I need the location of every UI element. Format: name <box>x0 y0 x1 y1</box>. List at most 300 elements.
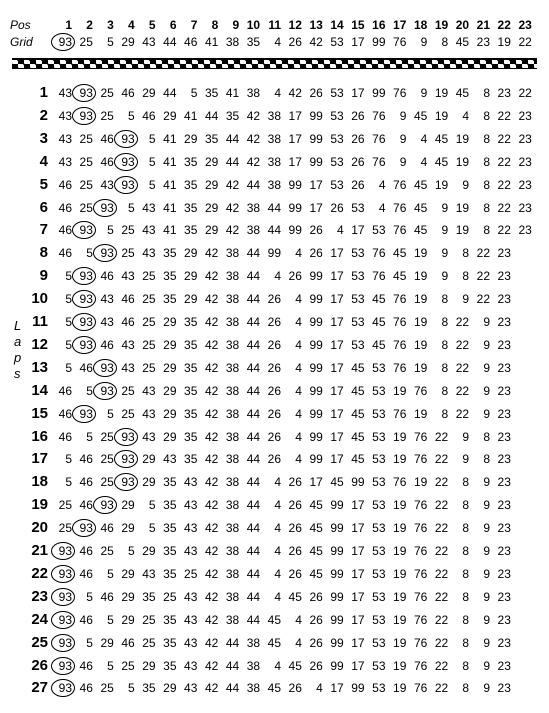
car-number: 45 <box>309 498 323 513</box>
car-number: 45 <box>413 108 428 123</box>
car-number: 9 <box>462 452 470 467</box>
car-number: 26 <box>267 383 281 398</box>
car-number: 29 <box>100 635 114 650</box>
car-number: 26 <box>288 544 302 558</box>
car-number: 22 <box>434 452 449 467</box>
position-number: 19 <box>434 18 449 32</box>
car-number: 26 <box>309 612 323 627</box>
car-number: 45 <box>267 681 281 696</box>
car-number: 8 <box>483 86 490 100</box>
car-number: 22 <box>434 589 449 604</box>
car-number: 53 <box>330 131 344 146</box>
car-number: 93 <box>71 109 93 123</box>
car-number: 42 <box>204 475 219 490</box>
car-number: 53 <box>330 86 344 100</box>
car-number: 93 <box>50 590 72 604</box>
car-number: 53 <box>372 658 386 673</box>
car-number: 4 <box>295 429 302 444</box>
laps-letter: s <box>14 366 21 381</box>
car-number: 99 <box>330 498 344 513</box>
car-number: 25 <box>142 360 156 375</box>
car-number: 19 <box>393 544 407 558</box>
car-number: 99 <box>309 429 323 444</box>
car-number: 38 <box>246 86 261 100</box>
car-number: 99 <box>309 269 323 284</box>
car-number: 25 <box>58 521 72 536</box>
car-number: 17 <box>351 544 365 558</box>
car-number: 76 <box>413 498 428 513</box>
position-number: 8 <box>211 18 219 32</box>
lap-number: 25 <box>31 633 48 651</box>
car-number: 44 <box>267 223 281 238</box>
car-number: 23 <box>497 246 511 261</box>
position-number: 1 <box>65 18 72 32</box>
car-number: 99 <box>309 315 323 329</box>
car-number: 45 <box>455 86 470 100</box>
car-number: 38 <box>225 521 240 536</box>
car-number: 42 <box>288 86 302 100</box>
car-number: 93 <box>113 155 135 169</box>
car-number: 42 <box>246 108 261 123</box>
car-number: 93 <box>50 544 72 558</box>
car-number: 17 <box>330 406 344 421</box>
car-number: 29 <box>163 406 177 421</box>
lap-number: 19 <box>31 496 48 514</box>
car-number: 23 <box>518 154 532 169</box>
car-number: 42 <box>204 269 219 284</box>
car-number: 26 <box>351 154 365 169</box>
car-number: 5 <box>148 131 156 146</box>
car-number: 99 <box>351 681 365 696</box>
car-number: 29 <box>121 612 135 627</box>
car-number: 76 <box>413 383 428 398</box>
car-number: 76 <box>393 315 407 329</box>
car-number: 35 <box>184 154 198 169</box>
car-number: 38 <box>225 566 240 581</box>
car-number: 42 <box>204 612 219 627</box>
car-number: 23 <box>497 269 511 284</box>
lap-number: 17 <box>31 450 48 468</box>
car-number: 45 <box>413 200 428 215</box>
car-number: 42 <box>225 200 240 215</box>
car-number: 99 <box>330 566 344 581</box>
car-number: 38 <box>225 452 240 467</box>
car-number: 38 <box>225 315 240 329</box>
car-number: 93 <box>71 86 93 100</box>
car-number: 17 <box>330 315 344 329</box>
car-number: 93 <box>92 498 114 512</box>
car-number: 43 <box>184 681 198 696</box>
car-number: 42 <box>204 383 219 398</box>
car-number: 22 <box>497 223 511 238</box>
grid-car-number: 43 <box>142 35 156 49</box>
car-number: 19 <box>434 177 449 192</box>
car-number: 76 <box>372 131 386 146</box>
car-number: 17 <box>330 360 344 375</box>
car-number: 38 <box>225 292 240 307</box>
car-number: 17 <box>351 566 365 581</box>
car-number: 43 <box>100 292 114 307</box>
car-number: 99 <box>309 108 323 123</box>
car-number: 38 <box>225 269 240 284</box>
car-number: 8 <box>462 681 470 696</box>
grid-car-number: 25 <box>79 35 93 49</box>
car-number: 45 <box>413 177 428 192</box>
car-number: 19 <box>455 154 470 169</box>
lap-number: 16 <box>31 427 48 445</box>
position-number: 12 <box>288 18 302 32</box>
car-number: 99 <box>309 337 323 352</box>
car-number: 23 <box>497 292 511 307</box>
car-number: 44 <box>246 360 261 375</box>
car-number: 22 <box>455 383 470 398</box>
car-number: 22 <box>434 681 449 696</box>
car-number: 99 <box>309 154 323 169</box>
car-number: 45 <box>434 131 449 146</box>
car-number: 4 <box>462 108 470 123</box>
car-number: 5 <box>65 315 72 329</box>
car-number: 29 <box>163 337 177 352</box>
car-number: 93 <box>71 338 93 352</box>
car-number: 9 <box>462 177 470 192</box>
car-number: 4 <box>274 86 281 100</box>
car-number: 25 <box>79 200 93 215</box>
car-number: 9 <box>483 521 490 536</box>
car-number: 53 <box>330 154 344 169</box>
car-number: 17 <box>330 452 344 467</box>
car-number: 8 <box>483 200 490 215</box>
car-number: 35 <box>142 589 156 604</box>
position-number: 13 <box>309 18 323 32</box>
position-number: 7 <box>190 18 198 32</box>
car-number: 9 <box>483 681 490 696</box>
car-number: 38 <box>225 406 240 421</box>
car-number: 4 <box>274 521 281 536</box>
car-number: 26 <box>309 658 323 673</box>
car-number: 4 <box>295 337 302 352</box>
car-number: 43 <box>184 658 198 673</box>
grid-car-number: 99 <box>372 35 386 49</box>
car-number: 19 <box>455 223 470 238</box>
car-number: 5 <box>86 635 93 650</box>
car-number: 38 <box>267 154 281 169</box>
car-number: 44 <box>246 337 261 352</box>
car-number: 17 <box>351 612 365 627</box>
car-number: 25 <box>142 315 156 329</box>
car-number: 42 <box>204 681 219 696</box>
car-number: 26 <box>288 521 302 536</box>
car-number: 4 <box>274 498 281 513</box>
car-number: 23 <box>518 108 532 123</box>
car-number: 8 <box>462 544 470 558</box>
car-number: 25 <box>79 154 93 169</box>
car-number: 43 <box>163 452 177 467</box>
car-number: 76 <box>393 360 407 375</box>
car-number: 53 <box>351 200 365 215</box>
car-number: 4 <box>316 681 323 696</box>
car-number: 26 <box>351 108 365 123</box>
lap-number: 9 <box>39 267 48 285</box>
car-number: 99 <box>372 86 386 100</box>
car-number: 23 <box>497 544 511 558</box>
car-number: 93 <box>113 475 135 489</box>
car-number: 19 <box>393 429 407 444</box>
car-number: 35 <box>163 521 177 536</box>
car-number: 46 <box>100 589 114 604</box>
car-number: 35 <box>184 177 198 192</box>
car-number: 5 <box>86 246 93 261</box>
car-number: 9 <box>483 360 490 375</box>
car-number: 99 <box>309 131 323 146</box>
car-number: 8 <box>462 589 470 604</box>
car-number: 19 <box>393 589 407 604</box>
car-number: 38 <box>225 337 240 352</box>
car-number: 25 <box>100 86 114 100</box>
position-number: 18 <box>413 18 428 32</box>
car-number: 45 <box>413 223 428 238</box>
car-number: 76 <box>413 544 428 558</box>
car-number: 17 <box>351 658 365 673</box>
car-number: 44 <box>246 246 261 261</box>
car-number: 45 <box>434 154 449 169</box>
car-number: 44 <box>246 566 261 581</box>
car-number: 44 <box>246 521 261 536</box>
car-number: 9 <box>483 383 490 398</box>
car-number: 45 <box>393 269 407 284</box>
car-number: 45 <box>309 566 323 581</box>
lap-number: 6 <box>39 198 48 216</box>
car-number: 35 <box>163 475 177 490</box>
car-number: 8 <box>462 246 470 261</box>
car-number: 42 <box>204 429 219 444</box>
car-number: 44 <box>246 475 261 490</box>
car-number: 76 <box>413 681 428 696</box>
car-number: 99 <box>288 200 302 215</box>
car-number: 99 <box>330 635 344 650</box>
car-number: 43 <box>142 406 156 421</box>
car-number: 76 <box>393 223 407 238</box>
position-number: 5 <box>148 18 156 32</box>
car-number: 76 <box>413 658 428 673</box>
car-number: 53 <box>351 337 365 352</box>
car-number: 43 <box>142 383 156 398</box>
grid-car-number: 22 <box>518 35 532 49</box>
car-number: 44 <box>225 131 240 146</box>
car-number: 4 <box>295 635 302 650</box>
car-number: 53 <box>330 108 344 123</box>
car-number: 43 <box>184 544 198 558</box>
lap-number: 1 <box>39 84 48 101</box>
car-number: 46 <box>79 681 93 696</box>
car-number: 19 <box>434 108 449 123</box>
car-number: 76 <box>393 86 407 100</box>
car-number: 35 <box>184 315 198 329</box>
car-number: 76 <box>393 475 407 490</box>
car-number: 46 <box>79 498 93 513</box>
checkered-flag-divider <box>12 58 537 69</box>
car-number: 25 <box>100 544 114 558</box>
car-number: 93 <box>71 223 93 237</box>
grid-car-number: 29 <box>121 35 135 49</box>
car-number: 29 <box>121 498 135 513</box>
car-number: 22 <box>476 269 490 284</box>
car-number: 53 <box>372 406 386 421</box>
car-number: 41 <box>184 108 198 123</box>
car-number: 5 <box>65 337 72 352</box>
car-number: 38 <box>267 177 281 192</box>
car-number: 29 <box>163 360 177 375</box>
car-number: 46 <box>79 452 93 467</box>
car-number: 25 <box>58 498 72 513</box>
car-number: 8 <box>462 635 470 650</box>
position-number: 6 <box>169 18 177 32</box>
car-number: 23 <box>497 635 511 650</box>
car-number: 9 <box>462 292 470 307</box>
car-number: 41 <box>163 177 177 192</box>
car-number: 5 <box>128 544 135 558</box>
car-number: 9 <box>483 498 490 513</box>
car-number: 99 <box>309 452 323 467</box>
car-number: 76 <box>413 635 428 650</box>
car-number: 25 <box>121 246 135 261</box>
lap-number: 24 <box>31 610 48 628</box>
car-number: 5 <box>107 658 114 673</box>
car-number: 43 <box>100 315 114 329</box>
car-number: 22 <box>434 498 449 513</box>
car-number: 29 <box>204 177 219 192</box>
car-number: 41 <box>163 223 177 238</box>
car-number: 38 <box>267 108 281 123</box>
car-number: 8 <box>441 337 449 352</box>
car-number: 53 <box>351 315 365 329</box>
car-number: 9 <box>483 315 490 329</box>
car-number: 25 <box>121 406 135 421</box>
car-number: 9 <box>483 589 490 604</box>
car-number: 53 <box>372 452 386 467</box>
car-number: 42 <box>204 292 219 307</box>
car-number: 43 <box>58 108 72 123</box>
position-number: 3 <box>107 18 114 32</box>
car-number: 8 <box>483 452 490 467</box>
car-number: 25 <box>121 383 135 398</box>
car-number: 25 <box>142 612 156 627</box>
car-number: 93 <box>71 292 93 306</box>
lap-number: 13 <box>31 358 48 376</box>
car-number: 19 <box>393 612 407 627</box>
car-number: 17 <box>309 200 323 215</box>
car-number: 5 <box>65 292 72 307</box>
car-number: 44 <box>246 612 261 627</box>
car-number: 38 <box>246 200 261 215</box>
car-number: 17 <box>351 86 365 100</box>
car-number: 46 <box>58 223 72 238</box>
car-number: 22 <box>497 177 511 192</box>
car-number: 26 <box>267 452 281 467</box>
car-number: 8 <box>441 360 449 375</box>
grid-car-number: 45 <box>455 35 470 49</box>
car-number: 93 <box>71 315 93 329</box>
car-number: 19 <box>393 566 407 581</box>
car-number: 76 <box>393 200 407 215</box>
lap-number: 8 <box>39 244 48 262</box>
grid-car-number: 19 <box>497 35 511 49</box>
car-number: 19 <box>413 475 428 490</box>
car-number: 17 <box>351 635 365 650</box>
car-number: 35 <box>225 108 240 123</box>
position-number: 4 <box>128 18 135 32</box>
car-number: 8 <box>462 498 470 513</box>
car-number: 19 <box>413 315 428 329</box>
car-number: 42 <box>204 452 219 467</box>
car-number: 8 <box>483 177 490 192</box>
car-number: 44 <box>225 658 240 673</box>
car-number: 23 <box>497 429 511 444</box>
car-number: 9 <box>483 544 490 558</box>
car-number: 42 <box>204 406 219 421</box>
car-number: 25 <box>142 337 156 352</box>
car-number: 46 <box>100 154 114 169</box>
car-number: 43 <box>121 360 135 375</box>
position-number: 15 <box>351 18 365 32</box>
car-number: 41 <box>225 86 240 100</box>
car-number: 45 <box>372 337 386 352</box>
car-number: 44 <box>246 315 261 329</box>
car-number: 5 <box>107 406 114 421</box>
car-number: 45 <box>372 315 386 329</box>
car-number: 22 <box>434 544 449 558</box>
car-number: 45 <box>351 429 365 444</box>
car-number: 29 <box>121 521 135 536</box>
car-number: 99 <box>309 383 323 398</box>
car-number: 46 <box>100 269 114 284</box>
car-number: 46 <box>58 200 72 215</box>
car-number: 46 <box>79 566 93 581</box>
car-number: 8 <box>462 658 470 673</box>
car-number: 53 <box>372 544 386 558</box>
car-number: 35 <box>184 337 198 352</box>
car-number: 46 <box>100 131 114 146</box>
car-number: 23 <box>497 658 511 673</box>
car-number: 9 <box>399 131 407 146</box>
car-number: 93 <box>50 681 72 695</box>
car-number: 38 <box>225 475 240 490</box>
car-number: 23 <box>497 452 511 467</box>
car-number: 44 <box>267 200 281 215</box>
car-number: 5 <box>128 681 135 696</box>
car-number: 19 <box>413 292 428 307</box>
car-number: 53 <box>351 246 365 261</box>
car-number: 35 <box>163 498 177 513</box>
car-number: 5 <box>148 498 156 513</box>
car-number: 99 <box>330 521 344 536</box>
car-number: 9 <box>483 566 490 581</box>
car-number: 93 <box>92 201 114 215</box>
car-number: 43 <box>184 475 198 490</box>
car-number: 29 <box>142 475 156 490</box>
car-number: 4 <box>295 360 302 375</box>
car-number: 17 <box>351 521 365 536</box>
position-number: 11 <box>268 18 281 32</box>
car-number: 38 <box>225 383 240 398</box>
car-number: 46 <box>79 475 93 490</box>
lap-number: 27 <box>31 679 48 697</box>
car-number: 43 <box>184 521 198 536</box>
car-number: 45 <box>351 406 365 421</box>
car-number: 35 <box>204 131 219 146</box>
car-number: 17 <box>351 223 365 238</box>
car-number: 22 <box>455 337 470 352</box>
car-number: 23 <box>518 200 532 215</box>
